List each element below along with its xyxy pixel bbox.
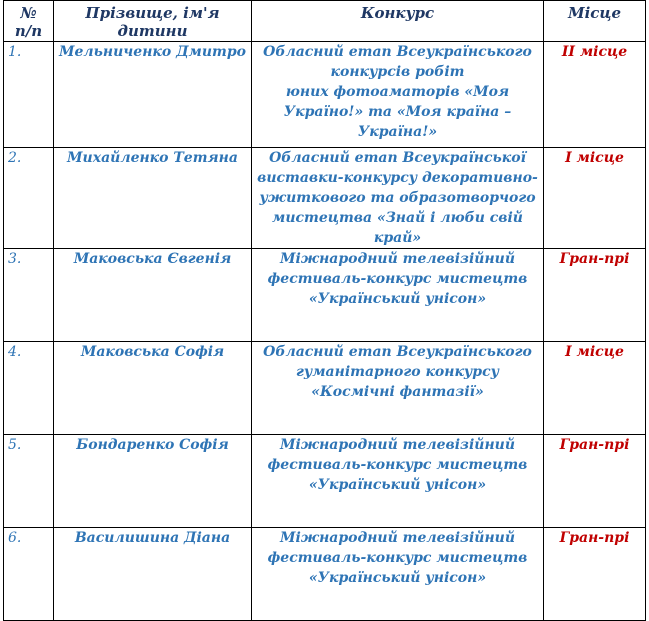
place-cell: Гран-прі — [544, 528, 646, 621]
place-cell: Гран-прі — [544, 435, 646, 528]
child-name: Василишина Діана — [54, 528, 252, 621]
contest-line: «Український унісон» — [308, 291, 487, 307]
contest-line: виставки-конкурсу декоративно- — [257, 170, 538, 186]
contest-line: Обласний етап Всеукраїнського — [263, 44, 532, 60]
header-number — [4, 1, 54, 42]
row-number: 4. — [4, 342, 54, 435]
contest-cell — [252, 148, 544, 249]
contest-cell — [252, 342, 544, 435]
contest-line: мистецтва «Знай і люби свій — [272, 210, 523, 226]
contest-line: «Український унісон» — [308, 570, 487, 586]
place-cell: Гран-прі — [544, 249, 646, 342]
table-row — [4, 148, 646, 249]
header-name — [54, 1, 252, 42]
contest-line: ужиткового та образотворчого — [259, 190, 536, 206]
contest-cell — [252, 42, 544, 148]
contest-line: Обласний етап Всеукраїнської — [269, 150, 526, 166]
child-name: Михайленко Тетяна — [54, 148, 252, 249]
table-row — [4, 249, 646, 342]
table-row — [4, 42, 646, 148]
contest-cell — [252, 528, 544, 621]
table-row — [4, 528, 646, 621]
header-number-line1: № — [20, 4, 37, 22]
place-cell: І місце — [544, 342, 646, 435]
contest-line: Міжнародний телевізійний — [279, 437, 516, 453]
header-contest: Конкурс — [252, 1, 544, 42]
row-number: 6. — [4, 528, 54, 621]
child-name: Маковська Софія — [54, 342, 252, 435]
table-row — [4, 435, 646, 528]
row-number: 2. — [4, 148, 54, 249]
contest-line: фестиваль-конкурс мистецтв — [267, 457, 528, 473]
header-place: Місце — [544, 1, 646, 42]
contest-line: Україна!» — [357, 124, 438, 140]
table-row — [4, 342, 646, 435]
contest-line: «Український унісон» — [308, 477, 487, 493]
contest-line: Обласний етап Всеукраїнського — [263, 344, 532, 360]
child-name: Мельниченко Дмитро — [54, 42, 252, 148]
child-name: Бондаренко Софія — [54, 435, 252, 528]
header-name-line1: Прізвище, ім'я — [85, 4, 220, 22]
contest-cell — [252, 249, 544, 342]
contest-line: Україно!» та «Моя країна – — [283, 104, 512, 120]
contest-line: юних фотоаматорів «Моя — [285, 84, 510, 100]
row-number: 3. — [4, 249, 54, 342]
contest-line: конкурсів робіт — [330, 64, 465, 80]
contest-line: фестиваль-конкурс мистецтв — [267, 271, 528, 287]
place-cell: І місце — [544, 148, 646, 249]
header-number-line2: п/п — [14, 22, 43, 40]
contest-line: край» — [373, 230, 422, 246]
contest-line: фестиваль-конкурс мистецтв — [267, 550, 528, 566]
contest-line: Міжнародний телевізійний — [279, 530, 516, 546]
child-name: Маковська Євгенія — [54, 249, 252, 342]
contest-line: гуманітарного конкурсу — [295, 364, 499, 380]
row-number: 1. — [4, 42, 54, 148]
contest-line: Міжнародний телевізійний — [279, 251, 516, 267]
table-header-row — [4, 1, 646, 42]
contest-cell — [252, 435, 544, 528]
row-number: 5. — [4, 435, 54, 528]
header-name-line2: дитини — [117, 22, 188, 40]
place-cell: ІІ місце — [544, 42, 646, 148]
contest-line: «Космічні фантазії» — [311, 384, 484, 400]
results-table — [3, 0, 646, 621]
